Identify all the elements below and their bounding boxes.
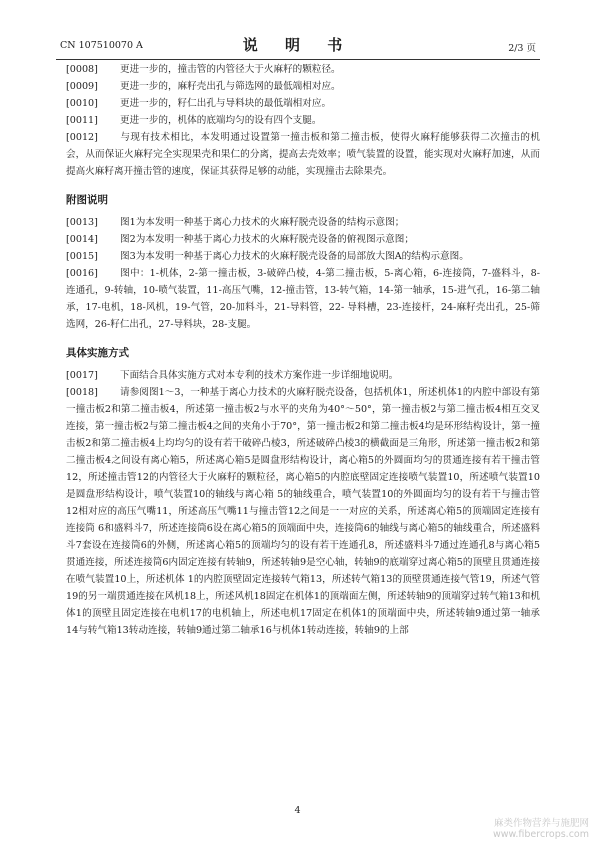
page-counter: 2/3 页 [508, 43, 536, 54]
paragraph [66, 367, 540, 384]
paragraph-text: 图1为本发明一种基于离心力技术的火麻籽脱壳设备的结构示意图； [120, 217, 405, 228]
paragraph [66, 78, 540, 95]
paragraph-number: [0014] [66, 234, 98, 245]
paragraph [66, 112, 540, 129]
paragraph-number: [0011] [66, 115, 98, 126]
spacer [66, 180, 540, 192]
document-title: 说 明 书 [242, 36, 354, 54]
paragraph-number: [0010] [66, 98, 98, 109]
page-header [56, 32, 540, 58]
paragraph [66, 214, 540, 231]
paragraph [66, 95, 540, 112]
paragraph-text: 更进一步的，麻籽壳出孔与筛选网的最低端相对应。 [120, 81, 341, 92]
paragraph-text: 图中：1-机体，2-第一撞击板，3-破碎凸棱，4-第二撞击板，5-离心箱，6-连接筒，7-盛料斗，8-连通孔，9-转轴，10-喷气装置，11-高压气嘴，12-撞击管，13-转气箱，14-第一轴承，15-进气孔，16-第二轴承，17-电机，18-风机，19-气管，20-加料斗，21-导料管，22- 导料槽，23-连接杆，24-麻籽壳出孔，25-筛选网，26-籽仁出孔，27-导料块，28-支腿。 [66, 268, 540, 330]
paragraph [66, 384, 540, 639]
publication-number: CN 107510070 A [60, 40, 143, 51]
paragraph-text: 与现有技术相比，本发明通过设置第一撞击板和第二撞击板，使得火麻籽能够获得二次撞击的机会，从而保证火麻籽完全实现果壳和果仁的分离，提高去壳效率；喷气装置的设置，能实现对火麻籽加速，从而提高火麻籽离开撞击管的速度，保证其获得足够的动能，实现撞击去除果壳。 [66, 132, 540, 177]
header-divider [56, 59, 540, 60]
paragraph-text: 图3为本发明一种基于离心力技术的火麻籽脱壳设备的局部放大图A的结构示意图。 [120, 251, 469, 262]
watermark-line: 麻类作物营养与施肥网 [493, 818, 589, 829]
paragraph [66, 231, 540, 248]
paragraph-text: 下面结合具体实施方式对本专利的技术方案作进一步详细地说明。 [120, 370, 399, 381]
paragraph-number: [0009] [66, 81, 98, 92]
section-heading-figures: 附图说明 [66, 194, 108, 206]
paragraph-text: 更进一步的，撞击管的内管径大于火麻籽的颗粒径。 [120, 64, 341, 75]
paragraph-text: 请参阅图1～3，一种基于离心力技术的火麻籽脱壳设备，包括机体1，所述机体1的内腔中部设有第一撞击板2和第二撞击板4，所述第一撞击板2与水平的夹角为40°～50°，第一撞击板2与第二撞击板4相互交叉连接，第一撞击板2与第二撞击板4之间的夹角小于70°，第一撞击板2和第二撞击板4均是环形结构设计，第一撞击板2和第二撞击板4上均均匀的设有若干破碎凸棱3，所述破碎凸棱3的横截面是三角形，所述第一撞击板2和第二撞击板4之间设有离心箱5，所述离心箱5是圆盘形结构设计，离心箱5的外圆面均匀的贯通连接有若干撞击管12，所述撞击管12的内管径大于火麻籽的颗粒径，离心箱5的内腔底壁固定连接喷气装置10，所述喷气装置10是圆盘形结构设计，喷气装置10的轴线与离心箱 5的轴线重合，喷气装置10的外圆面均匀的设有若干与撞击管12相对应的高压气嘴11，所述高压气嘴11与撞击管12之间是一一对应的关系，所述离心箱5的顶端固定连接有连接筒 6和盛料斗7，所述连接筒6设在离心箱5的顶端面中央，连接筒6的轴线与离心箱5的轴线重合，所述盛料斗7套设在连接筒6的外侧，所述离心箱5的顶端均匀的设有若干连通孔8，所述盛料斗7通过连通孔8与离心箱5贯通连接，所述连接筒6内固定连接有转轴9，所述转轴9是空心轴，转轴9的底端穿过离心箱5的顶壁且贯通连接在喷气装置10上，所述机体 1的内腔顶壁固定连接转气箱13，所述转气箱13的顶壁贯通连接气管19，所述气管19的另一端贯通连接在风机18上，所述风机18固定在机体1的顶端面左侧，所述转轴9的顶端穿过转气箱13和机体1的顶壁且固定连接在电机17的电机轴上，所述电机17固定在机体1的顶端面中央，所述转轴9通过第一轴承14与转气箱13转动连接，转轴9通过第二轴承16与机体1转动连接，转轴9的上部 [66, 387, 540, 636]
paragraph [66, 129, 540, 180]
paragraph [66, 265, 540, 333]
document-body [66, 61, 540, 639]
page-number: 4 [294, 805, 301, 816]
paragraph [66, 248, 540, 265]
paragraph-number: [0016] [66, 268, 98, 279]
paragraph-text: 更进一步的，籽仁出孔与导料块的最低端相对应。 [120, 98, 332, 109]
paragraph-number: [0015] [66, 251, 98, 262]
spacer [66, 333, 540, 345]
paragraph-text: 更进一步的，机体的底端均匀的设有四个支腿。 [120, 115, 322, 126]
paragraph-number: [0008] [66, 64, 98, 75]
paragraph-number: [0013] [66, 217, 98, 228]
watermark-url: www.fibercrops.com [492, 829, 589, 840]
paragraph-text: 图2为本发明一种基于离心力技术的火麻籽脱壳设备的俯视图示意图； [120, 234, 414, 245]
section-heading-embodiment: 具体实施方式 [66, 347, 129, 359]
paragraph-number: [0018] [66, 387, 98, 398]
paragraph [66, 61, 540, 78]
paragraph-number: [0017] [66, 370, 98, 381]
watermark [493, 818, 589, 840]
paragraph-number: [0012] [66, 132, 98, 143]
